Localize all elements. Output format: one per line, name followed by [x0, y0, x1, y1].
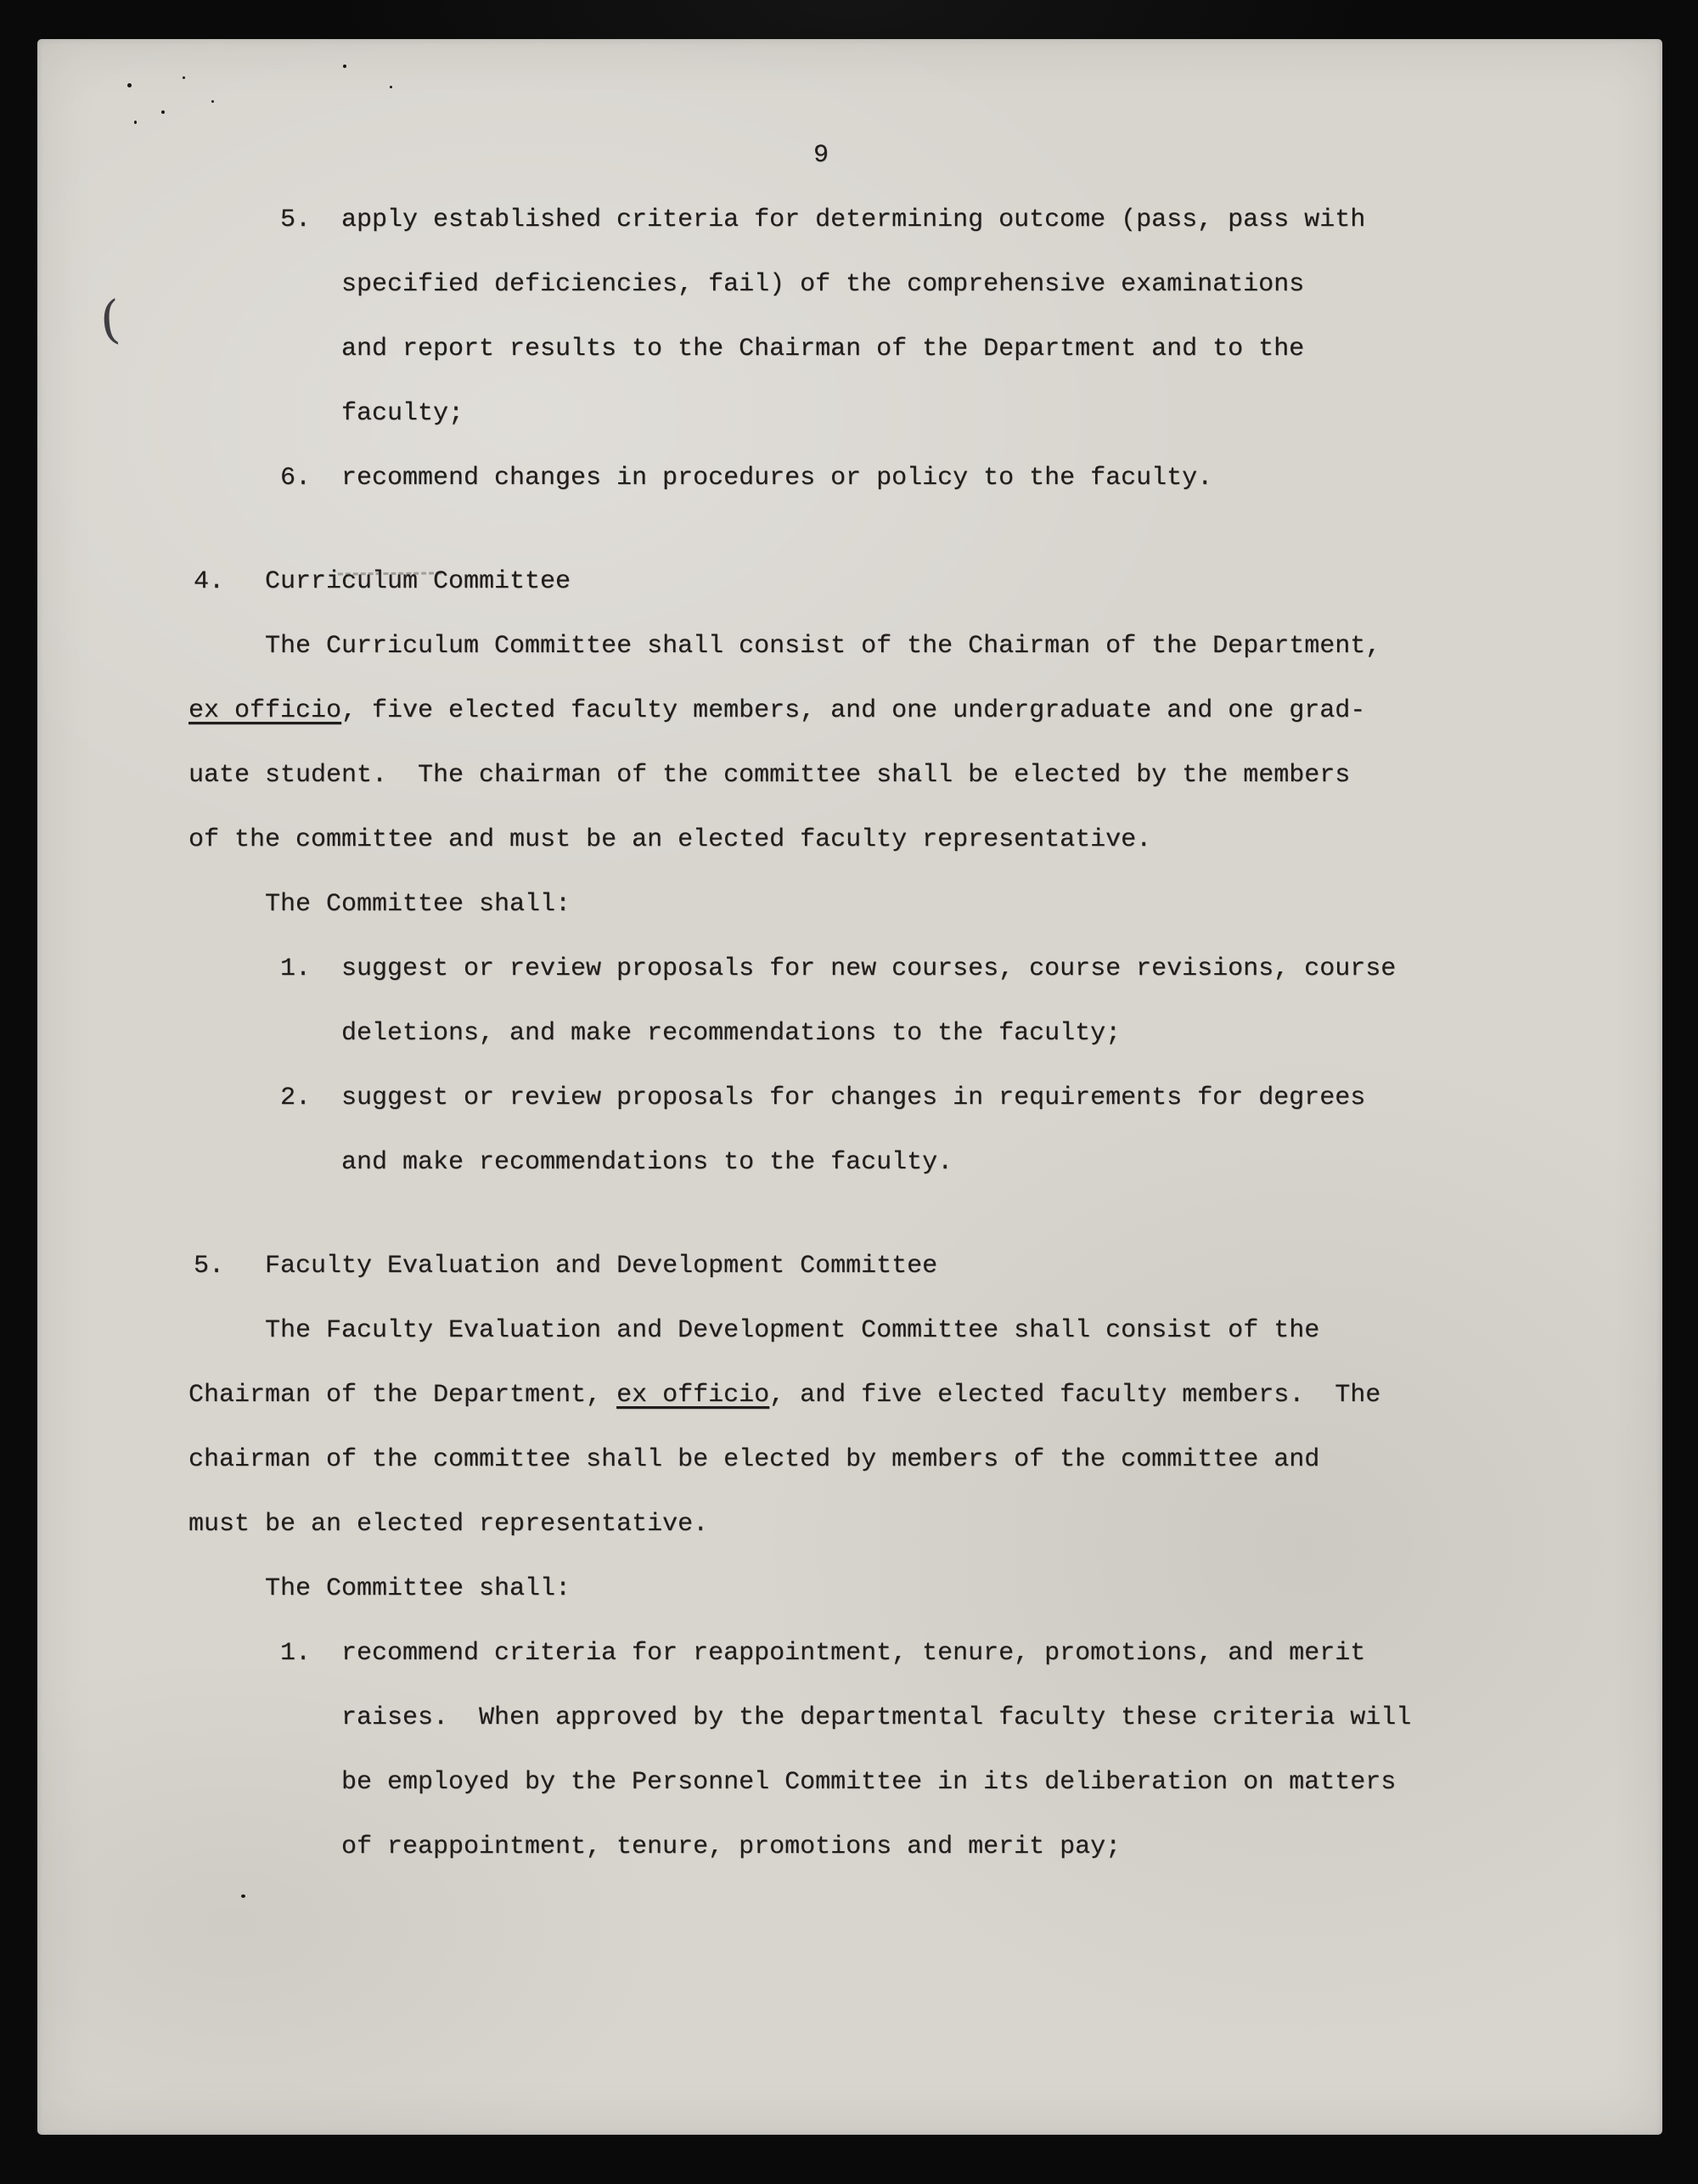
list-item-number: 1.	[280, 1639, 312, 1668]
typewritten-text-block	[188, 123, 1513, 1879]
scan-speck	[134, 121, 137, 124]
paragraph-line	[188, 678, 1513, 743]
list-item-text: recommend criteria for reappointment, tenure, promotions, and merit	[341, 1639, 1366, 1668]
scan-speck	[390, 86, 392, 88]
paragraph-text: , and five elected faculty members. The	[769, 1381, 1381, 1410]
section-number: 4.	[194, 567, 225, 596]
list-item-line: be employed by the Personnel Committee in its deliberation on matters	[341, 1768, 1397, 1797]
section-title: Faculty Evaluation and Development Committee	[265, 1252, 938, 1281]
paragraph-line: of the committee and must be an elected faculty representative.	[188, 825, 1152, 854]
scan-speck	[183, 76, 185, 79]
paragraph-text: , five elected faculty members, and one undergraduate and one grad-	[341, 696, 1366, 725]
list-item-line: and make recommendations to the faculty.	[341, 1148, 953, 1177]
paragraph-line: must be an elected representative.	[188, 1510, 709, 1539]
document-page	[37, 39, 1662, 2135]
section-heading	[188, 549, 1513, 614]
scan-speck	[211, 100, 214, 103]
list-item-line	[188, 1621, 1513, 1686]
section-number: 5.	[194, 1252, 225, 1281]
underlined-term: ex officio	[616, 1381, 770, 1410]
section-title: Curriculum Committee	[265, 567, 571, 596]
list-item-text: apply established criteria for determining outcome (pass, pass with	[341, 205, 1366, 234]
list-item-number: 5.	[280, 205, 312, 234]
list-item-text: suggest or review proposals for changes in requirements for degrees	[341, 1084, 1366, 1112]
list-item-line: faculty;	[341, 399, 464, 428]
list-item-text: recommend changes in procedures or policy to the faculty.	[341, 464, 1213, 493]
paragraph-line: chairman of the committee shall be elected by members of the committee and	[188, 1445, 1320, 1474]
list-item-line	[188, 937, 1513, 1001]
paragraph-line: uate student. The chairman of the committee shall be elected by the members	[188, 761, 1351, 790]
scan-speck	[241, 1894, 245, 1898]
lead-in-line: The Committee shall:	[265, 1574, 571, 1603]
list-item-line	[188, 188, 1513, 252]
handwritten-paren-mark: (	[98, 290, 122, 351]
paragraph-line	[188, 1363, 1513, 1427]
list-item-line: specified deficiencies, fail) of the comprehensive examinations	[341, 270, 1305, 299]
paragraph-line: The Faculty Evaluation and Development Committee shall consist of the	[265, 1316, 1320, 1345]
scan-speck	[343, 65, 346, 68]
scan-speck	[127, 83, 132, 87]
paragraph-text: Chairman of the Department,	[188, 1381, 617, 1410]
page-number: 9	[812, 141, 829, 170]
list-item-line	[188, 446, 1513, 510]
list-item-text: suggest or review proposals for new courses, course revisions, course	[341, 954, 1397, 983]
list-item-number: 6.	[280, 464, 312, 493]
list-item-line: of reappointment, tenure, promotions and merit pay;	[341, 1832, 1122, 1861]
section-heading	[188, 1234, 1513, 1298]
lead-in-line: The Committee shall:	[265, 890, 571, 919]
paragraph-line: The Curriculum Committee shall consist of the Chairman of the Department,	[265, 632, 1381, 661]
list-item-line	[188, 1066, 1513, 1130]
list-item-line: deletions, and make recommendations to the faculty;	[341, 1019, 1122, 1048]
list-item-line: raises. When approved by the departmental faculty these criteria will	[341, 1703, 1412, 1732]
underlined-term: ex officio	[188, 696, 342, 725]
list-item-number: 2.	[280, 1084, 312, 1112]
scan-speck	[161, 110, 165, 114]
list-item-number: 1.	[280, 954, 312, 983]
list-item-line: and report results to the Chairman of the Department and to the	[341, 335, 1305, 363]
